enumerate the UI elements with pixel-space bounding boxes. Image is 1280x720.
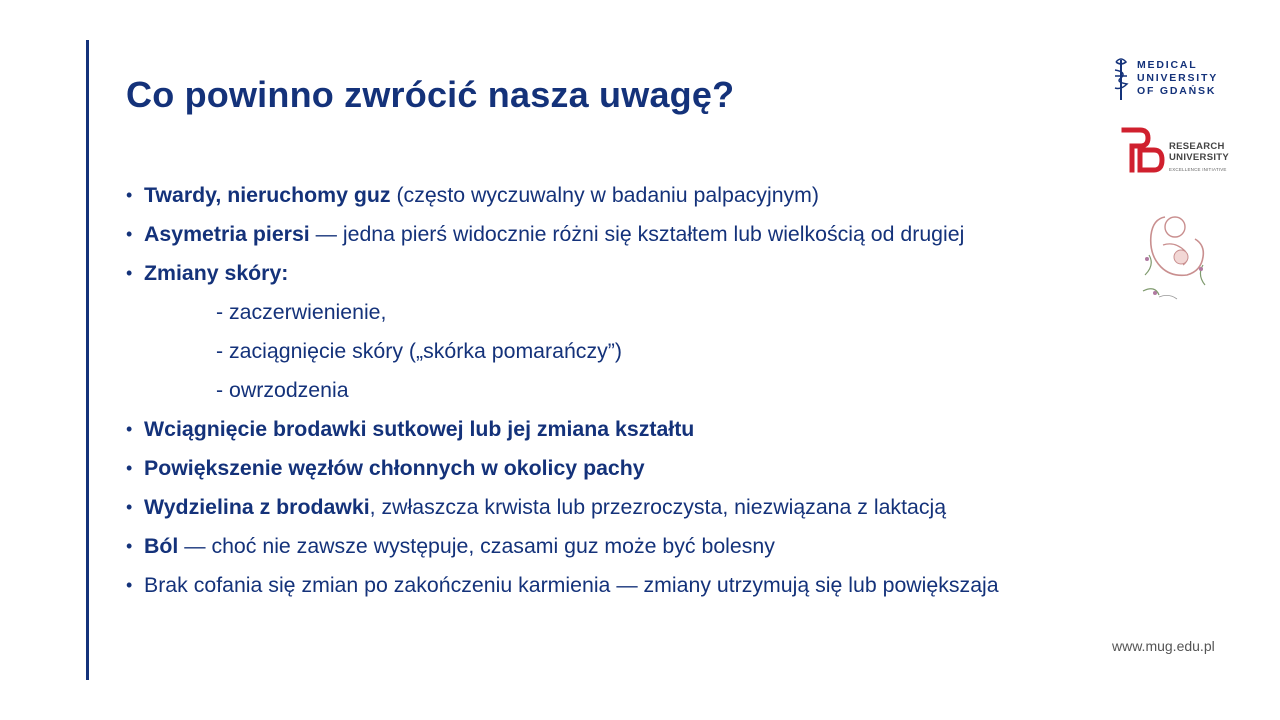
bullet-text: — choć nie zawsze występuje, czasami guz może być bolesny xyxy=(178,534,775,558)
sub-item: - zaczerwienienie, xyxy=(216,300,387,324)
bullet-item xyxy=(126,456,1038,480)
bullet-bold: Ból xyxy=(144,534,179,558)
bullet-bold: Wciągnięcie brodawki sutkowej lub jej zmiana kształtu xyxy=(144,417,695,441)
bullet-item xyxy=(126,495,1038,519)
research-line3: EXCELLENCE INITIATIVE xyxy=(1169,167,1227,172)
mug-line3: OF GDAŃSK xyxy=(1137,85,1217,97)
research-line1: RESEARCH xyxy=(1169,141,1225,152)
bullet-text: (często wyczuwalny w badaniu palpacyjnym) xyxy=(390,183,820,207)
mug-line1: MEDICAL xyxy=(1137,59,1198,71)
footer-url[interactable]: www.mug.edu.pl xyxy=(1112,638,1215,654)
mother-breastfeeding-illustration xyxy=(1135,205,1215,305)
research-line2: UNIVERSITY xyxy=(1169,152,1230,163)
medical-university-logo xyxy=(1112,56,1232,102)
bullet-bold: Wydzielina z brodawki xyxy=(144,495,370,519)
bullet-item xyxy=(126,534,1038,558)
bullet-item xyxy=(126,222,1038,246)
bullet-text: , zwłaszcza krwista lub przezroczysta, niezwiązana z laktacją xyxy=(369,495,947,519)
slide-title: Co powinno zwrócić nasza uwagę? xyxy=(126,74,735,115)
sub-item: - zaciągnięcie skóry („skórka pomarańczy”) xyxy=(216,339,622,363)
research-logo-text xyxy=(1169,141,1229,163)
rod-of-asclepius-icon xyxy=(1112,56,1130,100)
bullet-bold: Twardy, nieruchomy guz xyxy=(144,183,391,207)
research-university-logo xyxy=(1118,126,1230,176)
bullet-text: — jedna pierś widocznie różni się kształtem lub wielkością od drugiej xyxy=(309,222,965,246)
bullet-bold: Powiększenie węzłów chłonnych w okolicy pachy xyxy=(144,456,645,480)
bullet-bold: Zmiany skóry: xyxy=(144,261,289,285)
bullet-bold: Asymetria piersi xyxy=(144,222,310,246)
slide-content xyxy=(126,180,1038,612)
bullet-item xyxy=(126,417,1038,441)
bullet-item xyxy=(126,573,1038,597)
bullet-text: Brak cofania się zmian po zakończeniu karmienia — zmiany utrzymują się lub powiększaja xyxy=(144,573,999,597)
accent-line xyxy=(86,40,89,680)
mug-logo-text xyxy=(1137,59,1218,98)
research-university-symbol-icon xyxy=(1118,126,1166,176)
bullet-list xyxy=(126,183,1038,597)
bullet-item xyxy=(126,183,1038,207)
mug-line2: UNIVERSITY xyxy=(1137,72,1219,84)
bullet-item xyxy=(126,261,1038,285)
sub-item: - owrzodzenia xyxy=(216,378,349,402)
